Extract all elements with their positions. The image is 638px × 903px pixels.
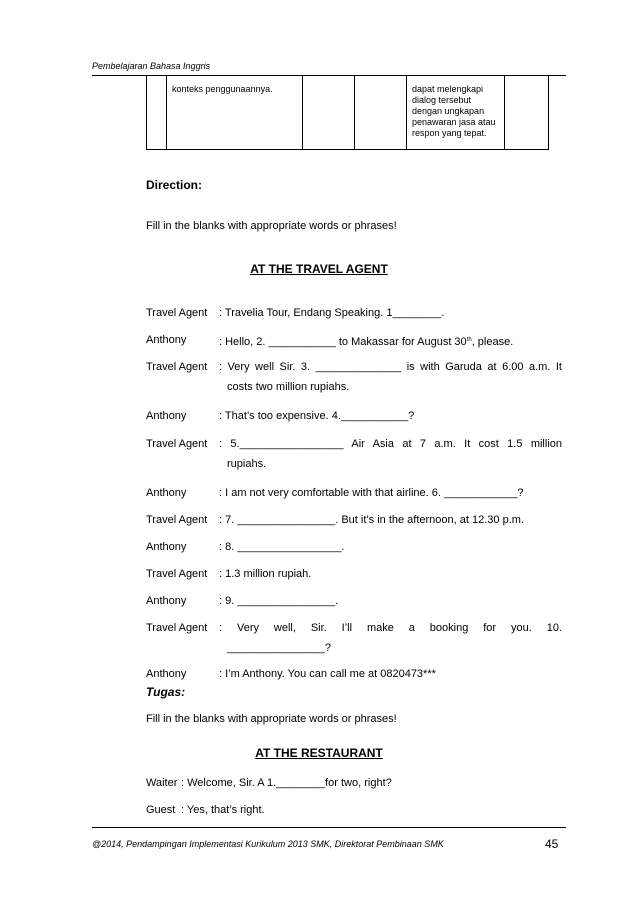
speaker-label: Anthony [146, 487, 187, 499]
speaker-label: Travel Agent [146, 514, 208, 526]
utterance-part: , please. [471, 336, 514, 348]
table-cell-empty [505, 76, 549, 149]
utterance-continuation: rupiahs. [227, 458, 267, 470]
speaker-label: Travel Agent [146, 622, 208, 634]
utterance-part: : Hello, 2. ___________ to Makassar for August 30 [219, 336, 467, 348]
utterance-continuation: ________________? [227, 642, 332, 654]
utterance-text: : That’s too expensive. 4.___________? [219, 410, 415, 422]
utterance-text [219, 434, 562, 474]
utterance-text: : Welcome, Sir. A 1.________for two, right? [181, 777, 392, 789]
speaker-label: Travel Agent [146, 568, 208, 580]
table-row [147, 76, 549, 149]
dialog-title-travel-agent: AT THE TRAVEL AGENT [250, 262, 388, 276]
speaker-label: Waiter [146, 777, 178, 789]
table-cell-context: konteks penggunaannya. [167, 76, 303, 149]
footer-divider [92, 827, 566, 828]
page-header-title: Pembelajaran Bahasa Inggris [92, 61, 211, 71]
speaker-label: Anthony [146, 410, 187, 422]
page-number: 45 [545, 837, 559, 851]
dialog-title-restaurant: AT THE RESTAURANT [255, 746, 383, 760]
utterance-continuation: costs two million rupiahs. [227, 381, 350, 393]
direction-heading: Direction: [146, 178, 203, 192]
utterance-text [219, 357, 562, 397]
utterance-part: : Very well, Sir. I’ll make a booking for you. 10. [219, 622, 562, 634]
footer-text: @2014, Pendampingan Implementasi Kurikulum 2013 SMK, Direktorat Pembinaan SMK [92, 839, 444, 849]
ordinal-superscript: th [466, 337, 472, 343]
speaker-label: Travel Agent [146, 438, 208, 450]
speaker-label: Anthony [146, 334, 187, 346]
speaker-label: Travel Agent [146, 307, 208, 319]
table-cell-empty [147, 76, 167, 149]
utterance-text: : I’m Anthony. You can call me at 0820473*** [219, 668, 436, 680]
direction-instruction: Fill in the blanks with appropriate words or phrases! [146, 220, 397, 232]
utterance-text: : I am not very comfortable with that airline. 6. ____________? [219, 487, 524, 499]
speaker-label: Anthony [146, 541, 187, 553]
utterance-text [219, 330, 562, 352]
utterance-text: : 8. _________________. [219, 541, 345, 553]
utterance-text: : Yes, that’s right. [181, 804, 265, 816]
utterance-text: : 1.3 million rupiah. [219, 568, 312, 580]
table-cell-empty [355, 76, 407, 149]
task-heading: Tugas: [146, 685, 186, 699]
utterance-text [219, 618, 562, 658]
table-cell-empty [303, 76, 355, 149]
utterance-part: : Very well Sir. 3. ______________ is with Garuda at 6.00 a.m. It [219, 361, 562, 373]
task-instruction: Fill in the blanks with appropriate words or phrases! [146, 713, 397, 725]
utterance-text: : Travelia Tour, Endang Speaking. 1________. [219, 307, 445, 319]
utterance-part: : 5._________________ Air Asia at 7 a.m. It cost 1.5 million [219, 438, 562, 450]
utterance-text: : 9. ________________. [219, 595, 339, 607]
speaker-label: Travel Agent [146, 361, 208, 373]
table-cell-indicator: dapat melengkapi dialog tersebut dengan ungkapan penawaran jasa atau respon yang tepat. [407, 76, 505, 149]
speaker-label: Anthony [146, 595, 187, 607]
speaker-label: Guest [146, 804, 176, 816]
continuation-table [146, 76, 549, 150]
speaker-label: Anthony [146, 668, 187, 680]
utterance-text: : 7. ________________. But it’s in the afternoon, at 12.30 p.m. [219, 514, 524, 526]
